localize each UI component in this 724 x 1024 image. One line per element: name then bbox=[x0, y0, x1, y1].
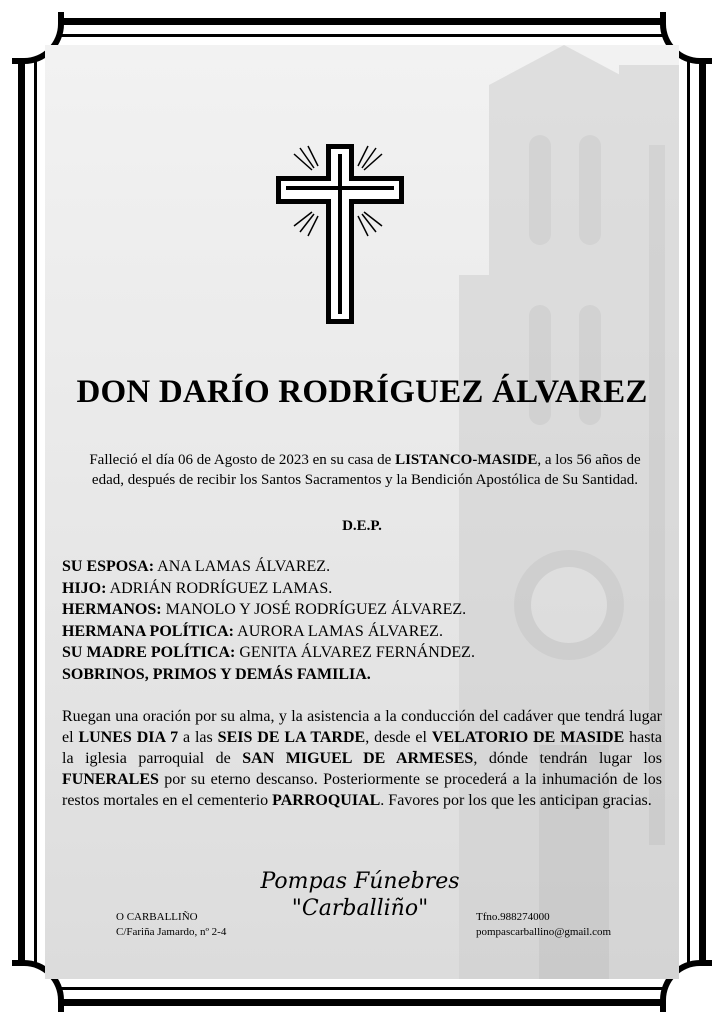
church-background-image bbox=[419, 45, 679, 979]
prayer-text: . Favores por los que les anticipan gracias. bbox=[380, 792, 652, 809]
family-value: AURORA LAMAS ÁLVAREZ. bbox=[234, 622, 443, 640]
cross-icon bbox=[268, 140, 408, 330]
prayer-bold: SEIS DE LA TARDE bbox=[217, 729, 366, 746]
family-row bbox=[62, 599, 475, 621]
intro-text: Falleció el día 06 de Agosto de 2023 en su casa de bbox=[89, 452, 396, 468]
family-row bbox=[62, 664, 475, 686]
family-row bbox=[62, 621, 475, 643]
intro-text: , a los 56 años de edad, después de recibir los Santos Sacramentos y la Bendición Apostólica de Su Santidad. bbox=[91, 452, 641, 488]
family-label: HERMANA POLÍTICA: bbox=[62, 622, 235, 640]
funeral-details-text bbox=[62, 706, 662, 811]
prayer-bold: VELATORIO DE MASIDE bbox=[431, 729, 625, 746]
address-block bbox=[116, 910, 226, 940]
prayer-bold: LUNES DIA 7 bbox=[78, 729, 179, 746]
funeral-home-logo bbox=[255, 868, 465, 922]
family-label: HERMANOS: bbox=[62, 601, 162, 618]
family-label: SOBRINOS, PRIMOS Y DEMÁS FAMILIA. bbox=[62, 665, 371, 683]
prayer-text: , dónde tendrán lugar los bbox=[473, 750, 663, 767]
family-list bbox=[62, 556, 475, 685]
prayer-bold: FUNERALES bbox=[62, 771, 159, 788]
address-street: C/Fariña Jamardo, nº 2-4 bbox=[116, 926, 227, 938]
prayer-bold: PARROQUIAL bbox=[272, 792, 381, 809]
family-value: ADRIÁN RODRÍGUEZ LAMAS. bbox=[106, 579, 333, 597]
deceased-name: DON DARÍO RODRÍGUEZ ÁLVAREZ bbox=[76, 374, 648, 410]
intro-place: LISTANCO-MASIDE bbox=[395, 452, 538, 468]
prayer-bold: SAN MIGUEL DE ARMESES bbox=[242, 750, 474, 767]
family-label: HIJO: bbox=[62, 579, 107, 597]
dep-heading: D.E.P. bbox=[342, 518, 382, 534]
phone-number: Tfno.988274000 bbox=[476, 911, 550, 923]
family-value: MANOLO Y JOSÉ RODRÍGUEZ ÁLVAREZ. bbox=[161, 601, 467, 618]
family-label: SU MADRE POLÍTICA: bbox=[62, 644, 236, 661]
email-address: pompascarballino@gmail.com bbox=[476, 926, 612, 938]
prayer-text: hasta la iglesia parroquial de bbox=[62, 729, 663, 767]
logo-line: "Carballiño" bbox=[291, 896, 429, 921]
prayer-text: por su eterno descanso. Posteriormente se procederá a la inhumación de los restos mortales en el cementerio bbox=[62, 771, 662, 809]
death-notice-text bbox=[80, 450, 650, 490]
address-city: O CARBALLIÑO bbox=[116, 911, 198, 923]
family-row bbox=[62, 578, 475, 600]
family-value: GENITA ÁLVAREZ FERNÁNDEZ. bbox=[235, 644, 475, 661]
prayer-text: a las bbox=[178, 729, 218, 746]
prayer-text: Ruegan una oración por su alma, y la asistencia a la conducción del cadáver que tendrá lugar el bbox=[62, 708, 662, 746]
family-label: SU ESPOSA: bbox=[62, 558, 155, 575]
family-row bbox=[62, 556, 475, 578]
family-row bbox=[62, 642, 475, 664]
family-value: ANA LAMAS ÁLVAREZ. bbox=[154, 558, 331, 575]
prayer-text: , desde el bbox=[365, 729, 432, 746]
contact-block bbox=[476, 910, 611, 940]
logo-line: Pompas Fúnebres bbox=[260, 869, 460, 894]
